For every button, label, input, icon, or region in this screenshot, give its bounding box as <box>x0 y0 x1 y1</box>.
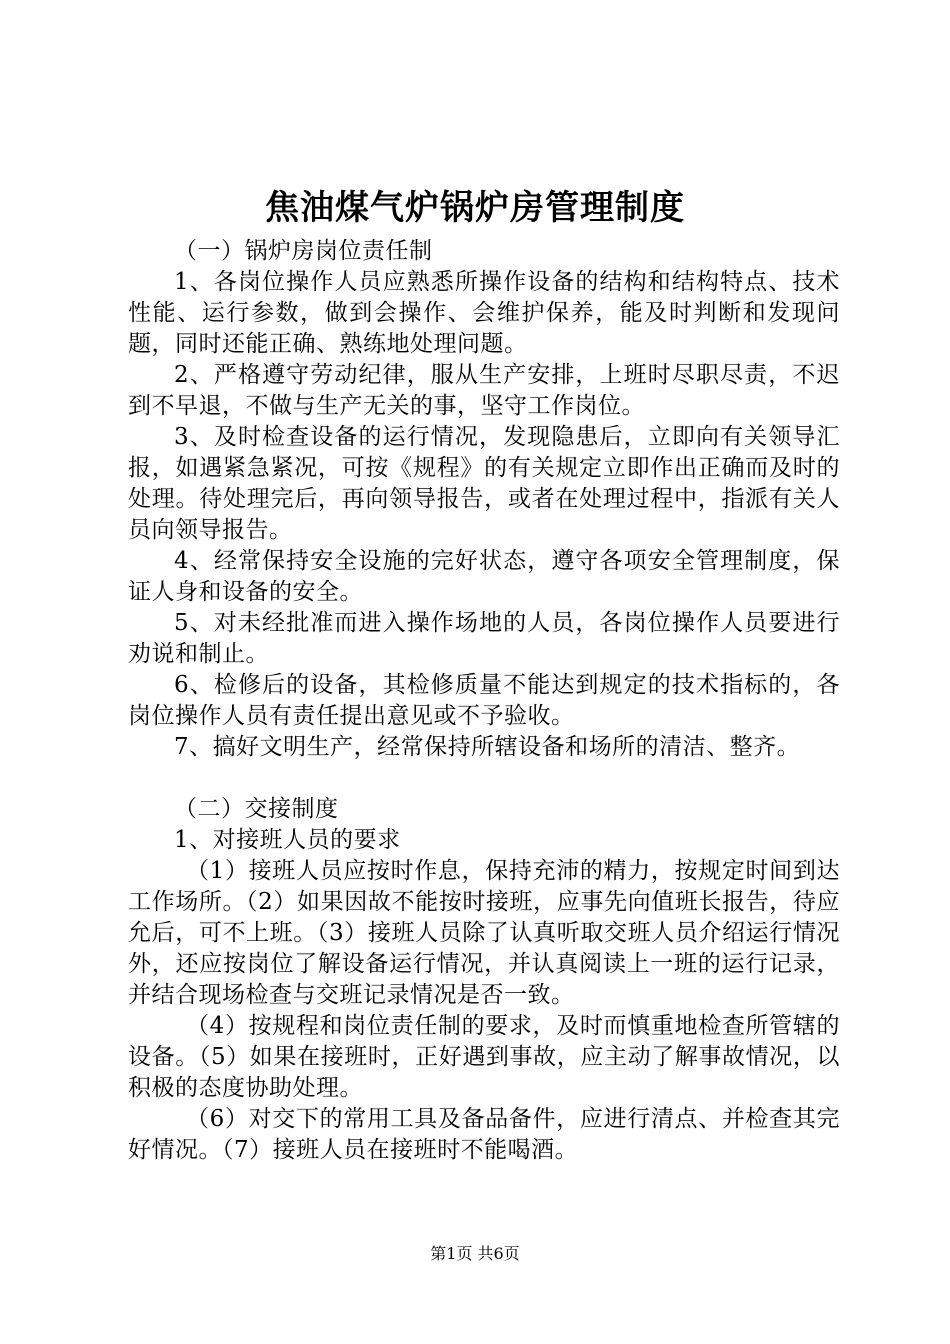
document-body <box>128 236 840 1166</box>
paragraph: 1、各岗位操作人员应熟悉所操作设备的结构和结构特点、技术性能、运行参数，做到会操作、会维护保养，能及时判断和发现问题，同时还能正确、熟练地处理问题。 <box>128 269 840 357</box>
paragraph: 6、检修后的设备，其检修质量不能达到规定的技术指标的，各岗位操作人员有责任提出意见或不予验收。 <box>128 672 840 729</box>
paragraph: （1）接班人员应按时作息，保持充沛的精力，按规定时间到达工作场所。（2）如果因故不能按时接班，应事先向值班长报告，待应允后，可不上班。（3）接班人员除了认真听取交班人员介绍运行情况外，还应按岗位了解设备运行情况，并认真阅读上一班的运行记录，并结合现场检查与交班记录情况是否一致。 <box>128 858 840 1008</box>
paragraph: （6）对交下的常用工具及备品备件，应进行清点、并检查其完好情况。（7）接班人员在接班时不能喝酒。 <box>128 1106 840 1163</box>
paragraph: 5、对未经批准而进入操作场地的人员，各岗位操作人员要进行劝说和制止。 <box>128 610 840 667</box>
paragraph: （4）按规程和岗位责任制的要求，及时而慎重地检查所管辖的设备。（5）如果在接班时，正好遇到事故，应主动了解事故情况，以积极的态度协助处理。 <box>128 1013 840 1101</box>
paragraph: 3、及时检查设备的运行情况，发现隐患后，立即向有关领导汇报，如遇紧急紧况，可按《规程》的有关规定立即作出正确而及时的处理。待处理完后，再向领导报告，或者在处理过程中，指派有关人员向领导报告。 <box>128 424 840 543</box>
document-title: 焦油煤气炉锅炉房管理制度 <box>265 188 685 228</box>
page-footer: 第1页 共6页 <box>430 1244 520 1263</box>
section-heading-handover: （二）交接制度 <box>174 796 339 822</box>
paragraph: 2、严格遵守劳动纪律，服从生产安排，上班时尽职尽责，不迟到不早退，不做与生产无关的事，坚守工作岗位。 <box>128 362 840 419</box>
subheading: 1、对接班人员的要求 <box>174 827 401 853</box>
section-heading-responsibility: （一）锅炉房岗位责任制 <box>174 238 433 264</box>
paragraph: 4、经常保持安全设施的完好状态，遵守各项安全管理制度，保证人身和设备的安全。 <box>128 548 840 605</box>
section-spacer <box>128 763 840 794</box>
paragraph: 7、搞好文明生产，经常保持所辖设备和场所的清洁、整齐。 <box>174 734 801 760</box>
